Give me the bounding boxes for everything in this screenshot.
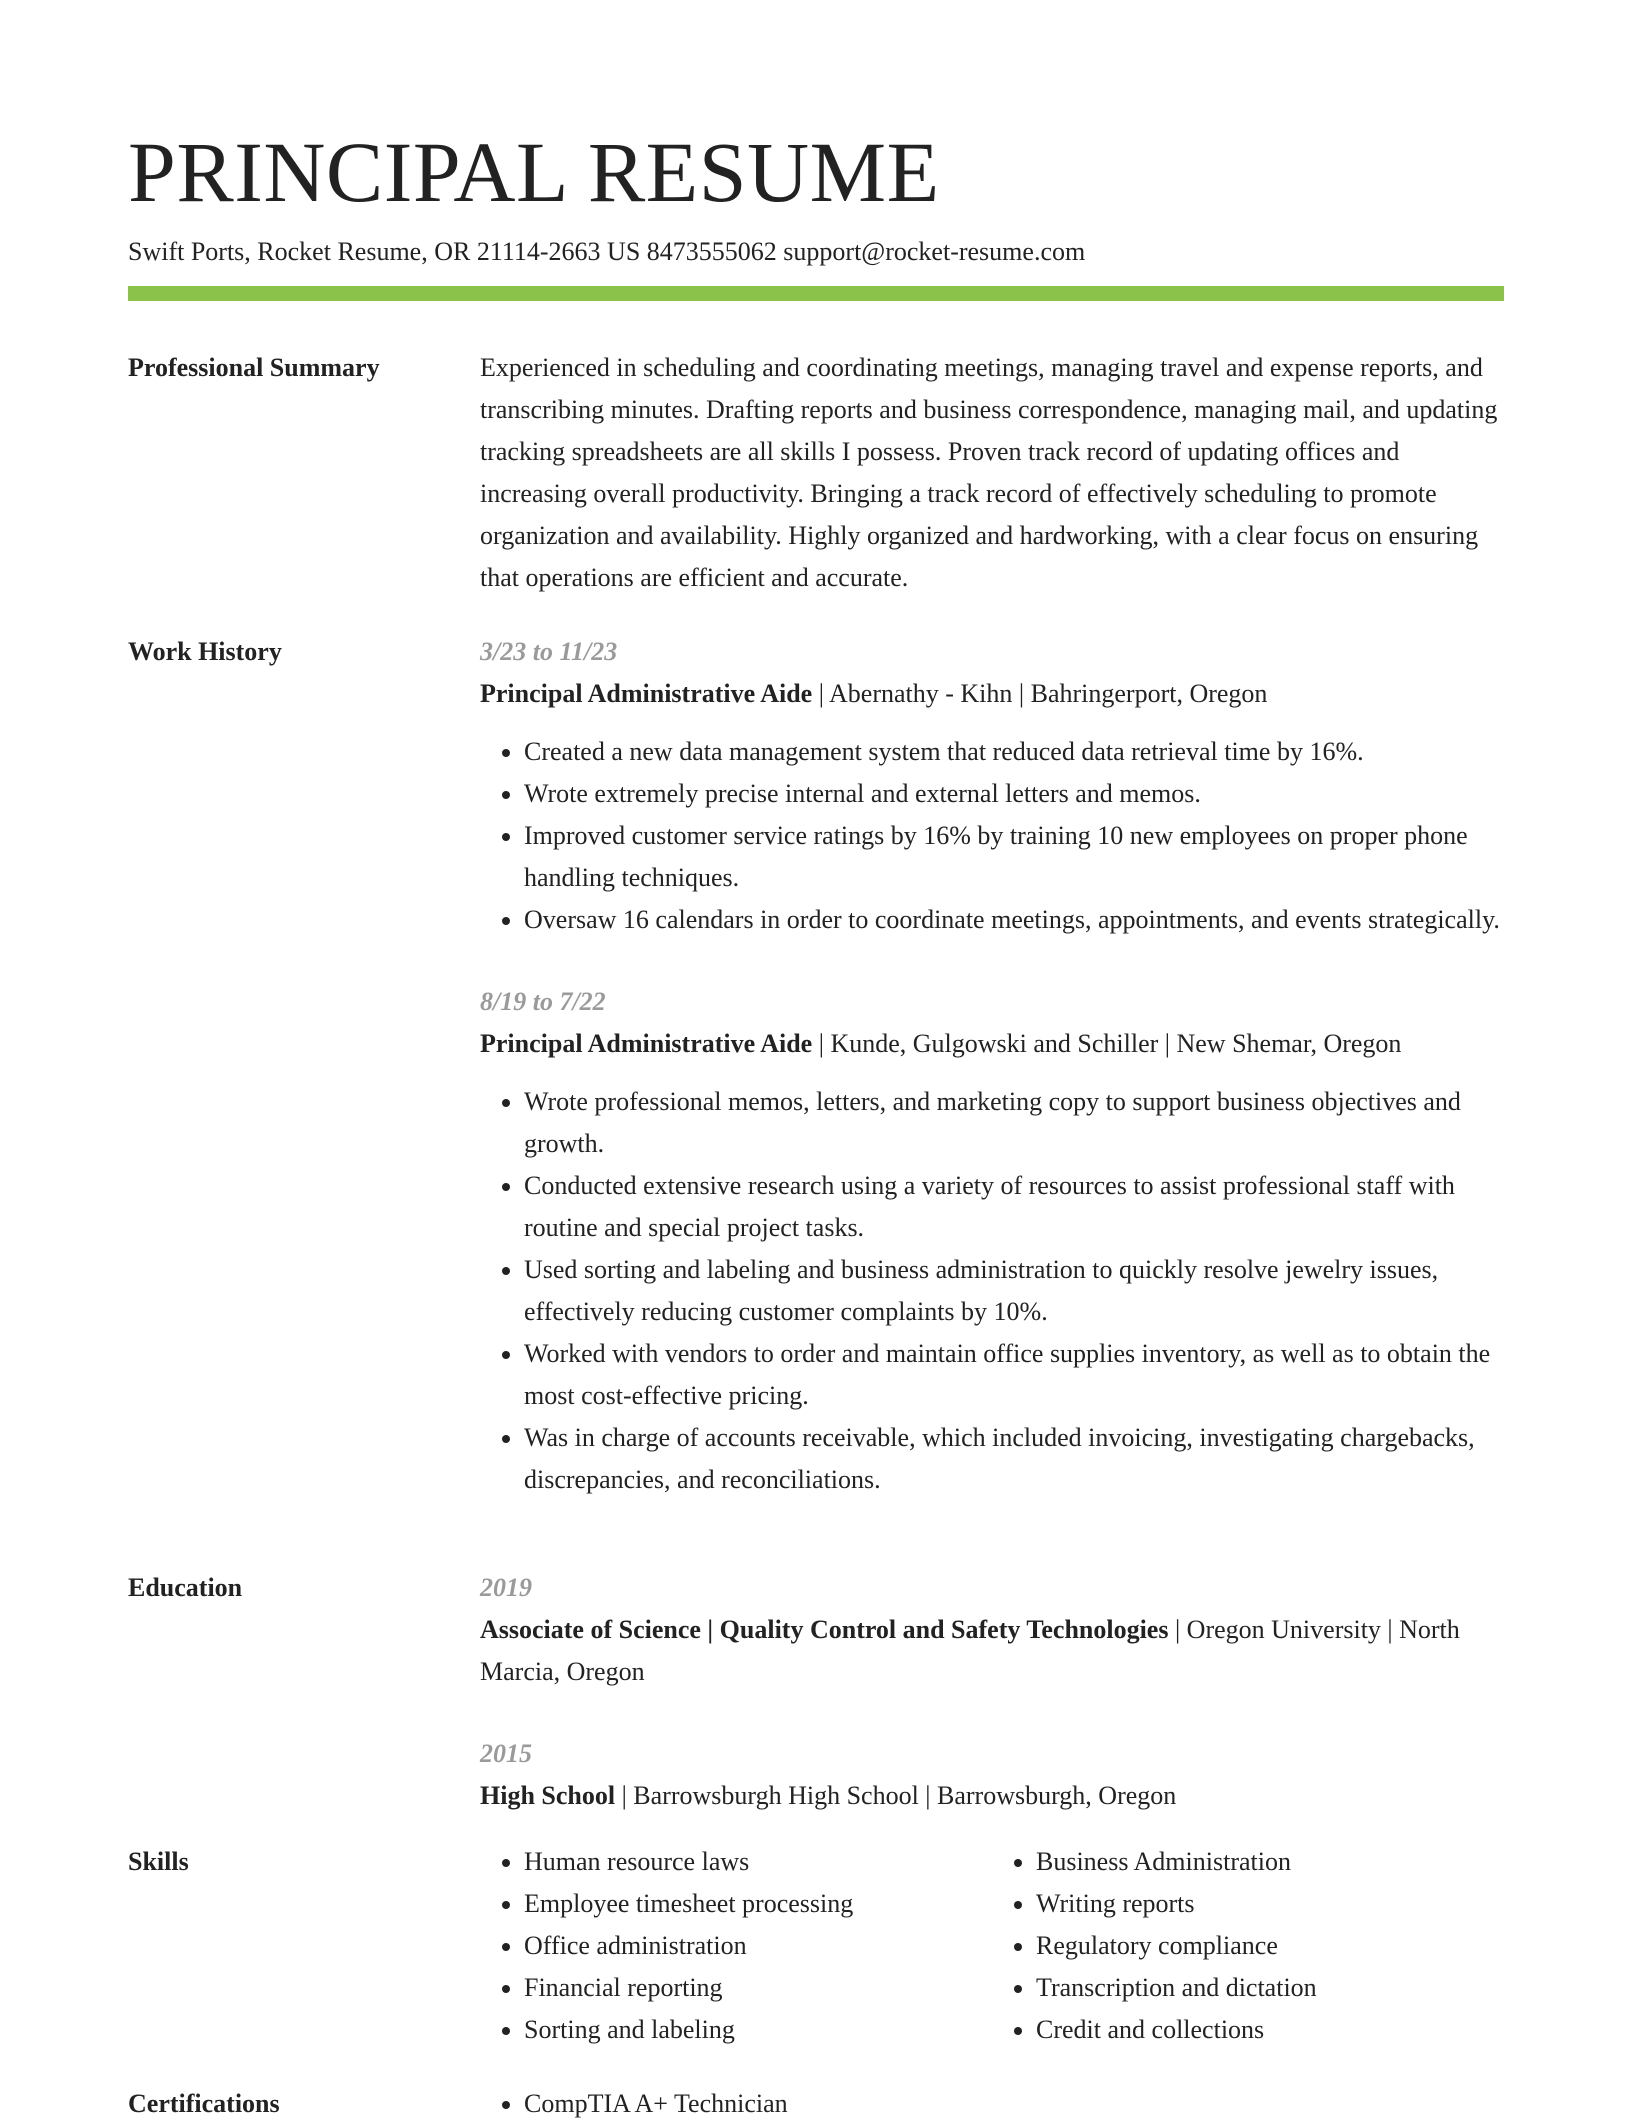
job-details: | Abernathy - Kihn | Bahringerport, Oregon [812,679,1268,708]
skill-item: • Sorting and labeling [524,2009,984,2051]
job-bullet: • Oversaw 16 calendars in order to coordinate meetings, appointments, and events strategically. [524,899,1504,941]
certifications-list [480,2083,1504,2125]
job-bullet: • Was in charge of accounts receivable, which included invoicing, investigating chargebacks, discrepancies, and reconciliations. [524,1417,1504,1501]
job-bullets [480,1081,1504,1501]
job-title: Principal Administrative Aide [480,1029,813,1058]
skill-item: • Regulatory compliance [1036,1925,1496,1967]
resume-title: PRINCIPAL RESUME [128,124,940,220]
skill-item: • Human resource laws [524,1841,984,1883]
certification-item: • CompTIA A+ Technician [524,2083,1504,2125]
skill-item: • Transcription and dictation [1036,1967,1496,2009]
job-bullet: • Wrote professional memos, letters, and marketing copy to support business objectives and growth. [524,1081,1504,1165]
job-bullets [480,731,1504,941]
work-history-heading: Work History [128,637,282,666]
job-bullet: • Wrote extremely precise internal and external letters and memos. [524,773,1504,815]
skills-column [984,1841,1496,2051]
education-details: | Oregon University | North Marcia, Oregon [480,1615,1460,1686]
job-bullet: • Improved customer service ratings by 16% by training 10 new employees on proper phone handling techniques. [524,815,1504,899]
education-heading: Education [128,1573,243,1602]
skill-item: • Employee timesheet processing [524,1883,984,1925]
job-entry [480,981,1504,1501]
job-bullet: • Conducted extensive research using a variety of resources to assist professional staff with routine and special project tasks. [524,1165,1504,1249]
job-entry [480,631,1504,941]
job-heading [480,673,1504,715]
certifications-heading: Certifications [128,2089,280,2118]
certifications-body [480,2083,1504,2125]
job-details: | Kunde, Gulgowski and Schiller | New Shemar, Oregon [812,1029,1402,1058]
skill-item: • Office administration [524,1925,984,1967]
education-entry [480,1567,1504,1693]
resume-header [128,118,1504,272]
job-heading [480,1023,1504,1065]
summary-heading: Professional Summary [128,353,380,382]
header-divider [128,286,1504,301]
job-title: Principal Administrative Aide [480,679,813,708]
job-bullet: • Worked with vendors to order and maintain office supplies inventory, as well as to obtain the most cost-effective pricing. [524,1333,1504,1417]
job-dates: 8/19 to 7/22 [480,987,606,1016]
education-year: 2019 [480,1573,532,1602]
education-entry [480,1733,1504,1817]
skill-item: • Credit and collections [1036,2009,1496,2051]
skill-item: • Financial reporting [524,1967,984,2009]
job-bullet: • Created a new data management system that reduced data retrieval time by 16%. [524,731,1504,773]
skills-heading: Skills [128,1847,189,1876]
education-details: | Barrowsburgh High School | Barrowsburgh, Oregon [615,1781,1177,1810]
summary-text: Experienced in scheduling and coordinating meetings, managing travel and expense reports, and transcribing minutes. Drafting reports and business correspondence, managing mail, and updating tracking spreadsheets are all skills I possess. Proven track record of updating offices and increasing overall productivity. Bringing a track record of effectively scheduling to promote organization and availability. Highly organized and hardworking, with a clear focus on ensuring that operations are efficient and accurate. [480,353,1498,592]
education-heading-line [480,1609,1504,1693]
education-year: 2015 [480,1739,532,1768]
skill-item: • Writing reports [1036,1883,1496,1925]
skill-item: • Business Administration [1036,1841,1496,1883]
work-history-body [480,631,1504,1501]
skills-column [480,1841,984,2051]
contact-line: Swift Ports, Rocket Resume, OR 21114-2663 US 8473555062 support@rocket-resume.com [128,237,1086,266]
job-dates: 3/23 to 11/23 [480,637,618,666]
job-bullet: • Used sorting and labeling and business administration to quickly resolve jewelry issues, effectively reducing customer complaints by 10%. [524,1249,1504,1333]
skills-list [480,1841,1504,2051]
degree: Associate of Science | Quality Control and Safety Technologies [480,1615,1169,1644]
education-body [480,1567,1504,1817]
degree: High School [480,1781,616,1810]
education-heading-line [480,1775,1504,1817]
